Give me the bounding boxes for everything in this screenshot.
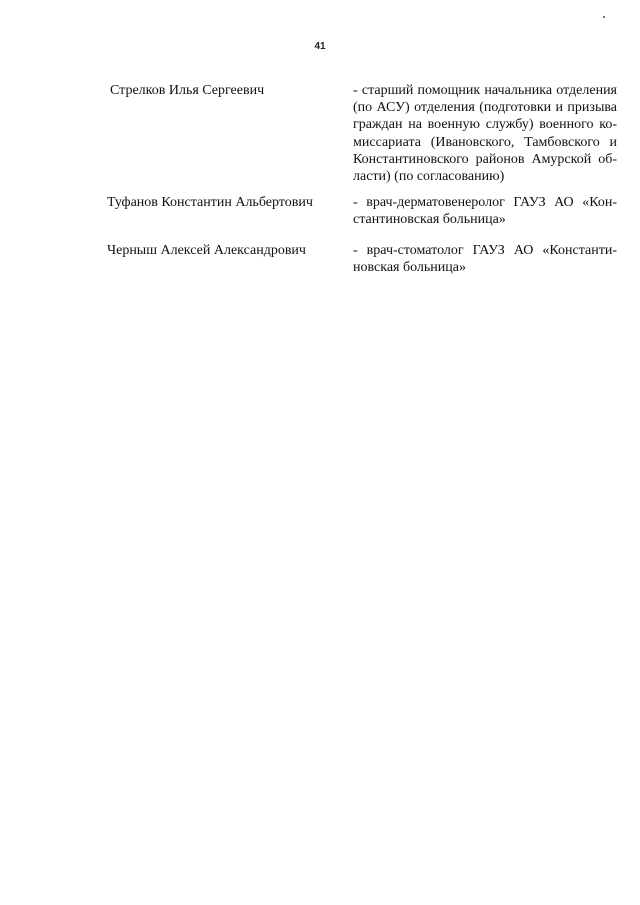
member-name: Туфанов Константин Альбертович: [107, 195, 313, 210]
role-line: - врач-стоматолог ГАУЗ АО «Константи-: [353, 243, 617, 258]
role-line: стантиновская больница»: [353, 212, 506, 228]
role-line: (по АСУ) отделения (подготовки и призыва: [353, 100, 617, 116]
role-line: Константиновского районов Амурской об-: [353, 151, 617, 167]
scan-speck: [603, 16, 605, 18]
role-line: ласти) (по согласованию): [353, 169, 505, 185]
page-number: 41: [314, 41, 326, 52]
role-line: миссариата (Ивановского, Тамбовского и: [353, 134, 617, 150]
member-name: Черныш Алексей Александрович: [107, 243, 306, 258]
role-line: новская больница»: [353, 260, 466, 276]
role-line: - врач-дерматовенеролог ГАУЗ АО «Кон-: [353, 195, 617, 210]
member-name: Стрелков Илья Сергеевич: [110, 83, 265, 98]
role-line: граждан на военную службу) военного ко-: [353, 117, 617, 133]
member-role: [353, 242, 617, 276]
role-line: - старший помощник начальника отделения: [353, 83, 617, 98]
member-role: [353, 194, 617, 228]
member-role: [353, 82, 617, 185]
